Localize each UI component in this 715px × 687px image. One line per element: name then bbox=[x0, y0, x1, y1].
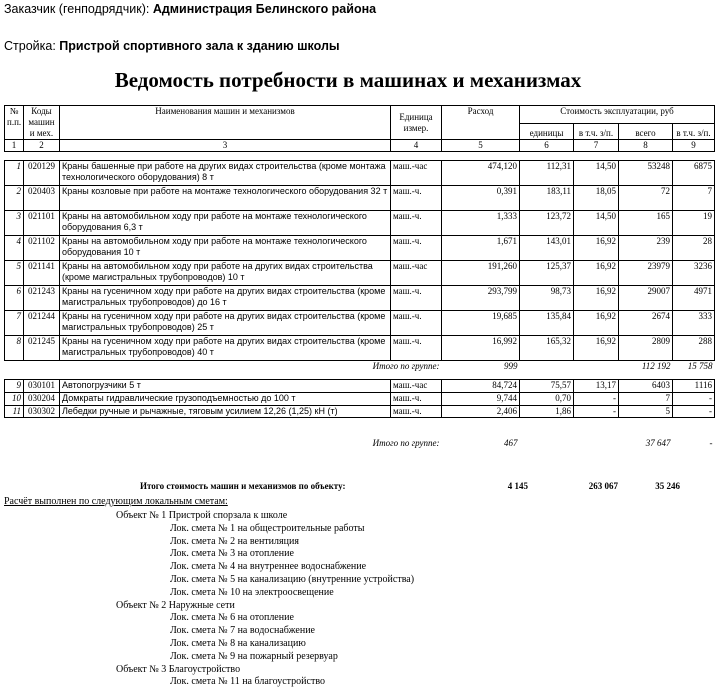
row-unit: маш.-ч. bbox=[391, 186, 442, 211]
customer-label: Заказчик (генподрядчик): bbox=[4, 2, 150, 16]
table-row bbox=[5, 236, 715, 261]
table-row bbox=[5, 336, 715, 361]
row-name: Краны на автомобильном ходу при работе на монтаже технологического оборудования 6,3 т bbox=[60, 211, 391, 236]
row-qty: 191,260 bbox=[442, 261, 520, 286]
row-code: 020403 bbox=[24, 186, 60, 211]
row-unit-wage: 16,92 bbox=[574, 336, 619, 361]
row-number: 1 bbox=[5, 161, 24, 186]
row-total-wage: 288 bbox=[673, 336, 715, 361]
row-unit-cost: 75,57 bbox=[520, 380, 574, 393]
row-number: 11 bbox=[5, 406, 24, 418]
table-row bbox=[5, 186, 715, 211]
row-total: 5 bbox=[619, 406, 673, 418]
row-total: 53248 bbox=[619, 161, 673, 186]
grand-total-sum: 263 067 bbox=[588, 481, 618, 491]
estimate-item: Лок. смета № 1 на общестроительные работы bbox=[170, 522, 365, 534]
row-total-wage: 1116 bbox=[673, 380, 715, 393]
row-name: Автопогрузчики 5 т bbox=[60, 380, 391, 393]
row-unit-wage: 16,92 bbox=[574, 261, 619, 286]
row-unit: маш.-ч. bbox=[391, 406, 442, 418]
row-code: 030101 bbox=[24, 380, 60, 393]
row-unit-cost: 135,84 bbox=[520, 311, 574, 336]
row-unit-cost: 98,73 bbox=[520, 286, 574, 311]
calc-note: Расчёт выполнен по следующим локальным сметам: bbox=[4, 496, 228, 507]
row-unit-wage: - bbox=[574, 393, 619, 406]
col-index-cell: 9 bbox=[673, 140, 715, 152]
row-unit-cost: 165,32 bbox=[520, 336, 574, 361]
row-unit-cost: 0,70 bbox=[520, 393, 574, 406]
estimate-item: Лок. смета № 6 на отопление bbox=[170, 612, 294, 624]
row-code: 030204 bbox=[24, 393, 60, 406]
col-unit-cost-header: единицы bbox=[520, 124, 574, 140]
col-name-header: Наименования машин и механизмов bbox=[60, 106, 391, 140]
row-number: 4 bbox=[5, 236, 24, 261]
row-name: Краны на автомобильном ходу при работе на монтаже технологического оборудования 10 т bbox=[60, 236, 391, 261]
row-name: Краны козловые при работе на монтаже технологического оборудования 32 т bbox=[60, 186, 391, 211]
row-unit-wage: 13,17 bbox=[574, 380, 619, 393]
group-total-sum: 37 647 bbox=[645, 438, 671, 448]
row-total-wage: 28 bbox=[673, 236, 715, 261]
row-total-wage: 19 bbox=[673, 211, 715, 236]
row-code: 021101 bbox=[24, 211, 60, 236]
row-number: 9 bbox=[5, 380, 24, 393]
row-code: 021245 bbox=[24, 336, 60, 361]
row-qty: 1,671 bbox=[442, 236, 520, 261]
row-total-wage: 333 bbox=[673, 311, 715, 336]
row-total-wage: - bbox=[673, 393, 715, 406]
row-unit: маш.-ч. bbox=[391, 393, 442, 406]
row-total-wage: 4971 bbox=[673, 286, 715, 311]
row-number: 6 bbox=[5, 286, 24, 311]
row-name: Лебедки ручные и рычажные, тяговым усилием 12,26 (1,25) кН (т) bbox=[60, 406, 391, 418]
col-qty-header: Расход bbox=[442, 106, 520, 140]
col-code-header: Коды машин и мех. bbox=[24, 106, 60, 140]
col-index-cell: 5 bbox=[442, 140, 520, 152]
row-total-wage: 6875 bbox=[673, 161, 715, 186]
site-label: Стройка: bbox=[4, 39, 56, 53]
row-number: 10 bbox=[5, 393, 24, 406]
row-total: 23979 bbox=[619, 261, 673, 286]
col-index-cell: 6 bbox=[520, 140, 574, 152]
group-total-wage: - bbox=[709, 438, 713, 448]
table-row bbox=[5, 406, 715, 418]
table-row bbox=[5, 211, 715, 236]
grand-total-qty: 4 145 bbox=[507, 481, 528, 491]
estimate-item: Лок. смета № 3 на отопление bbox=[170, 548, 294, 560]
row-qty: 0,391 bbox=[442, 186, 520, 211]
row-unit-cost: 112,31 bbox=[520, 161, 574, 186]
row-unit: маш.-час bbox=[391, 261, 442, 286]
row-total-wage: - bbox=[673, 406, 715, 418]
estimate-item: Лок. смета № 9 на пожарный резервуар bbox=[170, 650, 338, 662]
customer-value: Администрация Белинского района bbox=[152, 2, 377, 16]
row-unit: маш.-ч. bbox=[391, 236, 442, 261]
site-value: Пристрой спортивного зала к зданию школы bbox=[59, 39, 340, 53]
estimate-item: Лок. смета № 10 на электроосвещение bbox=[170, 586, 334, 598]
row-unit-wage: 16,92 bbox=[574, 311, 619, 336]
group-total-label: Итого по группе: bbox=[372, 438, 440, 448]
table-row bbox=[5, 393, 715, 406]
group-total-label: Итого по группе: bbox=[372, 361, 440, 371]
row-code: 021141 bbox=[24, 261, 60, 286]
group-total-sum: 112 192 bbox=[641, 361, 671, 371]
estimate-item: Лок. смета № 2 на вентиляция bbox=[170, 535, 299, 547]
row-total-wage: 7 bbox=[673, 186, 715, 211]
estimate-item: Лок. смета № 4 на внутреннее водоснабжение bbox=[170, 561, 367, 573]
col-total-wage-header: в т.ч. з/п. bbox=[673, 124, 715, 140]
row-number: 3 bbox=[5, 211, 24, 236]
row-unit-cost: 125,37 bbox=[520, 261, 574, 286]
page-title: Ведомость потребности в машинах и механизмах bbox=[114, 68, 582, 92]
estimate-item: Лок. смета № 11 на благоустройство bbox=[170, 676, 325, 687]
row-total-wage: 3236 bbox=[673, 261, 715, 286]
row-name: Краны на гусеничном ходу при работе на других видах строительства (кроме магистральных трубопроводов) 25 т bbox=[60, 311, 391, 336]
table-row bbox=[5, 380, 715, 393]
row-total: 6403 bbox=[619, 380, 673, 393]
row-unit-cost: 123,72 bbox=[520, 211, 574, 236]
col-index-cell: 8 bbox=[619, 140, 673, 152]
col-num-header: № п.п. bbox=[5, 106, 24, 140]
row-name: Краны башенные при работе на других видах строительства (кроме монтажа технологического оборудования) 8 т bbox=[60, 161, 391, 186]
table-row bbox=[5, 286, 715, 311]
row-qty: 474,120 bbox=[442, 161, 520, 186]
group-total-wage: 15 758 bbox=[687, 361, 713, 371]
row-total: 29007 bbox=[619, 286, 673, 311]
row-qty: 293,799 bbox=[442, 286, 520, 311]
row-total: 2809 bbox=[619, 336, 673, 361]
row-number: 8 bbox=[5, 336, 24, 361]
row-unit: маш.-час bbox=[391, 161, 442, 186]
row-code: 020129 bbox=[24, 161, 60, 186]
row-qty: 9,744 bbox=[442, 393, 520, 406]
row-name: Краны на автомобильном ходу при работе на других видах строительства (кроме магистральных трубопроводов) 10 т bbox=[60, 261, 391, 286]
table-row bbox=[5, 261, 715, 286]
row-total: 2674 bbox=[619, 311, 673, 336]
group-total-qty: 467 bbox=[504, 438, 518, 448]
site-line bbox=[4, 39, 340, 53]
estimate-object: Объект № 2 Наружные сети bbox=[116, 599, 235, 611]
row-code: 021243 bbox=[24, 286, 60, 311]
row-number: 7 bbox=[5, 311, 24, 336]
row-unit: маш.-ч. bbox=[391, 311, 442, 336]
estimate-item: Лок. смета № 8 на канализацию bbox=[170, 638, 306, 649]
group-total-qty: 999 bbox=[504, 361, 518, 371]
row-qty: 1,333 bbox=[442, 211, 520, 236]
group-total-row bbox=[5, 361, 715, 374]
grand-total-label: Итого стоимость машин и механизмов по объекту: bbox=[140, 481, 346, 491]
col-index-cell: 2 bbox=[24, 140, 60, 152]
row-unit: маш.-ч. bbox=[391, 211, 442, 236]
row-unit-wage: 18,05 bbox=[574, 186, 619, 211]
row-qty: 16,992 bbox=[442, 336, 520, 361]
row-total: 165 bbox=[619, 211, 673, 236]
row-unit-wage: 14,50 bbox=[574, 211, 619, 236]
row-total: 7 bbox=[619, 393, 673, 406]
row-unit-cost: 143,01 bbox=[520, 236, 574, 261]
row-name: Домкраты гидравлические грузоподъемностью до 100 т bbox=[60, 393, 391, 406]
estimate-item: Лок. смета № 7 на водоснабжение bbox=[170, 625, 315, 637]
row-unit: маш.-час bbox=[391, 380, 442, 393]
row-unit-cost: 183,11 bbox=[520, 186, 574, 211]
row-code: 030302 bbox=[24, 406, 60, 418]
row-qty: 19,685 bbox=[442, 311, 520, 336]
estimate-object: Объект № 3 Благоустройство bbox=[116, 663, 241, 675]
estimate-item: Лок. смета № 5 на канализацию (внутренние устройства) bbox=[170, 574, 415, 585]
table-row bbox=[5, 161, 715, 186]
row-name: Краны на гусеничном ходу при работе на других видах строительства (кроме магистральных трубопроводов) до 16 т bbox=[60, 286, 391, 311]
col-unit-header: Единица измер. bbox=[391, 106, 442, 140]
col-index-cell: 4 bbox=[391, 140, 442, 152]
col-index-cell: 3 bbox=[60, 140, 391, 152]
group-total-row bbox=[5, 438, 715, 450]
row-unit-wage: - bbox=[574, 406, 619, 418]
row-unit-wage: 16,92 bbox=[574, 286, 619, 311]
row-total: 239 bbox=[619, 236, 673, 261]
grand-total-wage: 35 246 bbox=[655, 481, 680, 491]
row-code: 021102 bbox=[24, 236, 60, 261]
estimate-object: Объект № 1 Пристрой спорзала к школе bbox=[116, 510, 288, 521]
machines-table bbox=[4, 105, 715, 450]
row-qty: 2,406 bbox=[442, 406, 520, 418]
row-unit-cost: 1,86 bbox=[520, 406, 574, 418]
row-unit-wage: 14,50 bbox=[574, 161, 619, 186]
col-unit-wage-header: в т.ч. з/п. bbox=[574, 124, 619, 140]
col-total-header: всего bbox=[619, 124, 673, 140]
customer-line bbox=[4, 2, 376, 16]
row-unit: маш.-ч. bbox=[391, 286, 442, 311]
col-index-cell: 7 bbox=[574, 140, 619, 152]
row-name: Краны на гусеничном ходу при работе на других видах строительства (кроме магистральных трубопроводов) 40 т bbox=[60, 336, 391, 361]
col-index-cell: 1 bbox=[5, 140, 24, 152]
row-number: 2 bbox=[5, 186, 24, 211]
row-qty: 84,724 bbox=[442, 380, 520, 393]
row-unit: маш.-ч. bbox=[391, 336, 442, 361]
col-cost-header: Стоимость эксплуатации, руб bbox=[520, 106, 715, 124]
row-number: 5 bbox=[5, 261, 24, 286]
row-total: 72 bbox=[619, 186, 673, 211]
table-row bbox=[5, 311, 715, 336]
row-unit-wage: 16,92 bbox=[574, 236, 619, 261]
row-code: 021244 bbox=[24, 311, 60, 336]
